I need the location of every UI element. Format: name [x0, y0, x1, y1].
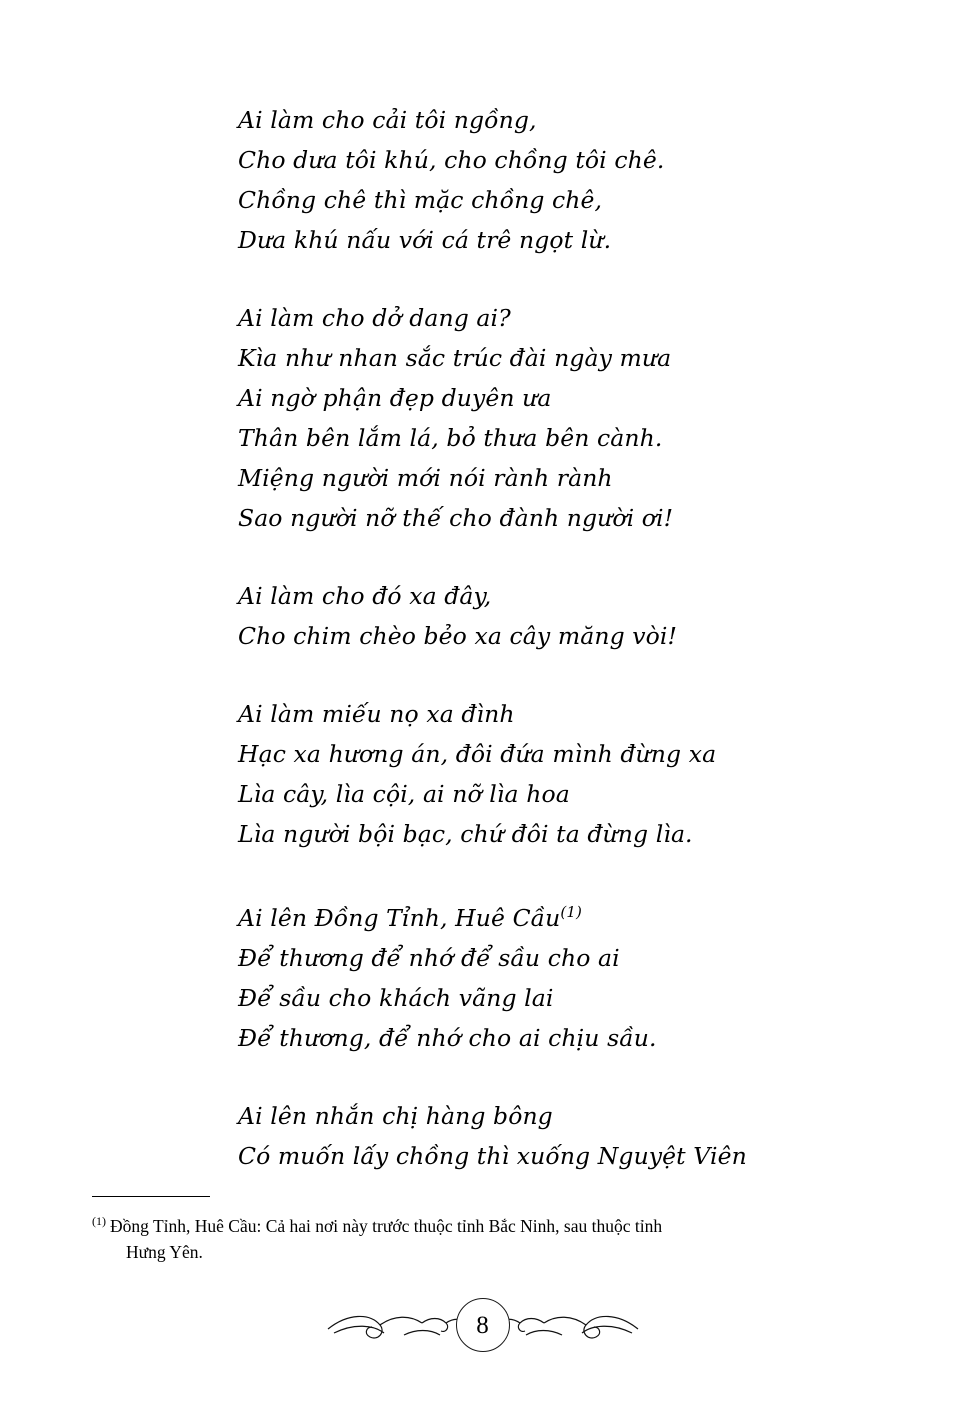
poem-line: Để thương để nhớ để sầu cho ai [238, 943, 620, 972]
stanza [238, 100, 888, 260]
page-footer [0, 1285, 965, 1365]
poem-line: Kìa như nhan sắc trúc đài ngày mưa [238, 344, 672, 372]
stanza [238, 576, 888, 656]
poem-body [238, 100, 888, 1176]
poem-line: Lìa người bội bạc, chứ đôi ta đừng lìa. [238, 820, 693, 848]
poem-line: Cho dưa tôi khú, cho chồng tôi chê. [238, 146, 665, 174]
poem-line-text: Ai lên Đồng Tỉnh, Huê Cầu [238, 903, 561, 932]
poem-line: Ai lên nhắn chị hàng bông [238, 1101, 553, 1130]
poem-line: Để thương, để nhớ cho ai chịu sầu. [238, 1023, 657, 1052]
stanza [238, 1096, 888, 1176]
footnote-marker: (1) [92, 1214, 106, 1228]
poem-line: Ai làm cho đó xa đây, [238, 582, 492, 610]
poem-line: Thân bên lắm lá, bỏ thưa bên cành. [238, 424, 663, 452]
stanza [238, 694, 888, 854]
footnote [92, 1208, 872, 1265]
poem-line: Sao người nỡ thế cho đành người ơi! [238, 504, 674, 532]
poem-line: Cho chim chèo bẻo xa cây măng vòi! [238, 622, 678, 650]
poem-line: Chồng chê thì mặc chồng chê, [238, 186, 603, 214]
page-ornament [318, 1289, 648, 1361]
page-number [456, 1298, 510, 1352]
poem-line: Ai làm cho cải tôi ngồng, [238, 106, 537, 134]
stanza [238, 298, 888, 538]
poem-line: Ai làm miếu nọ xa đình [238, 700, 515, 728]
poem-line: Có muốn lấy chồng thì xuống Nguyệt Viên [238, 1141, 747, 1170]
page-number-text: 8 [476, 1311, 489, 1339]
footnote-text-continued: Hưng Yên. [126, 1241, 203, 1262]
footnote-separator [92, 1196, 210, 1197]
poem-line: Dưa khú nấu với cá trê ngọt lừ. [238, 226, 612, 254]
poem-line: Ai ngờ phận đẹp duyên ưa [238, 384, 552, 412]
poem-line-with-footnote [238, 892, 888, 938]
poem-line: Miệng người mới nói rành rành [238, 464, 613, 492]
stanza [238, 892, 888, 1058]
footnote-text: Đồng Tỉnh, Huê Cầu: Cả hai nơi này trước thuộc tỉnh Bắc Ninh, sau thuộc tỉnh [110, 1215, 663, 1236]
footnote-reference[interactable]: (1) [560, 903, 582, 921]
poem-line: Hạc xa hương án, đôi đứa mình đừng xa [238, 740, 717, 768]
poem-line: Để sầu cho khách vãng lai [238, 983, 554, 1012]
poem-line: Ai làm cho dở dang ai? [238, 304, 511, 332]
poem-line: Lìa cây, lìa cội, ai nỡ lìa hoa [238, 780, 570, 808]
